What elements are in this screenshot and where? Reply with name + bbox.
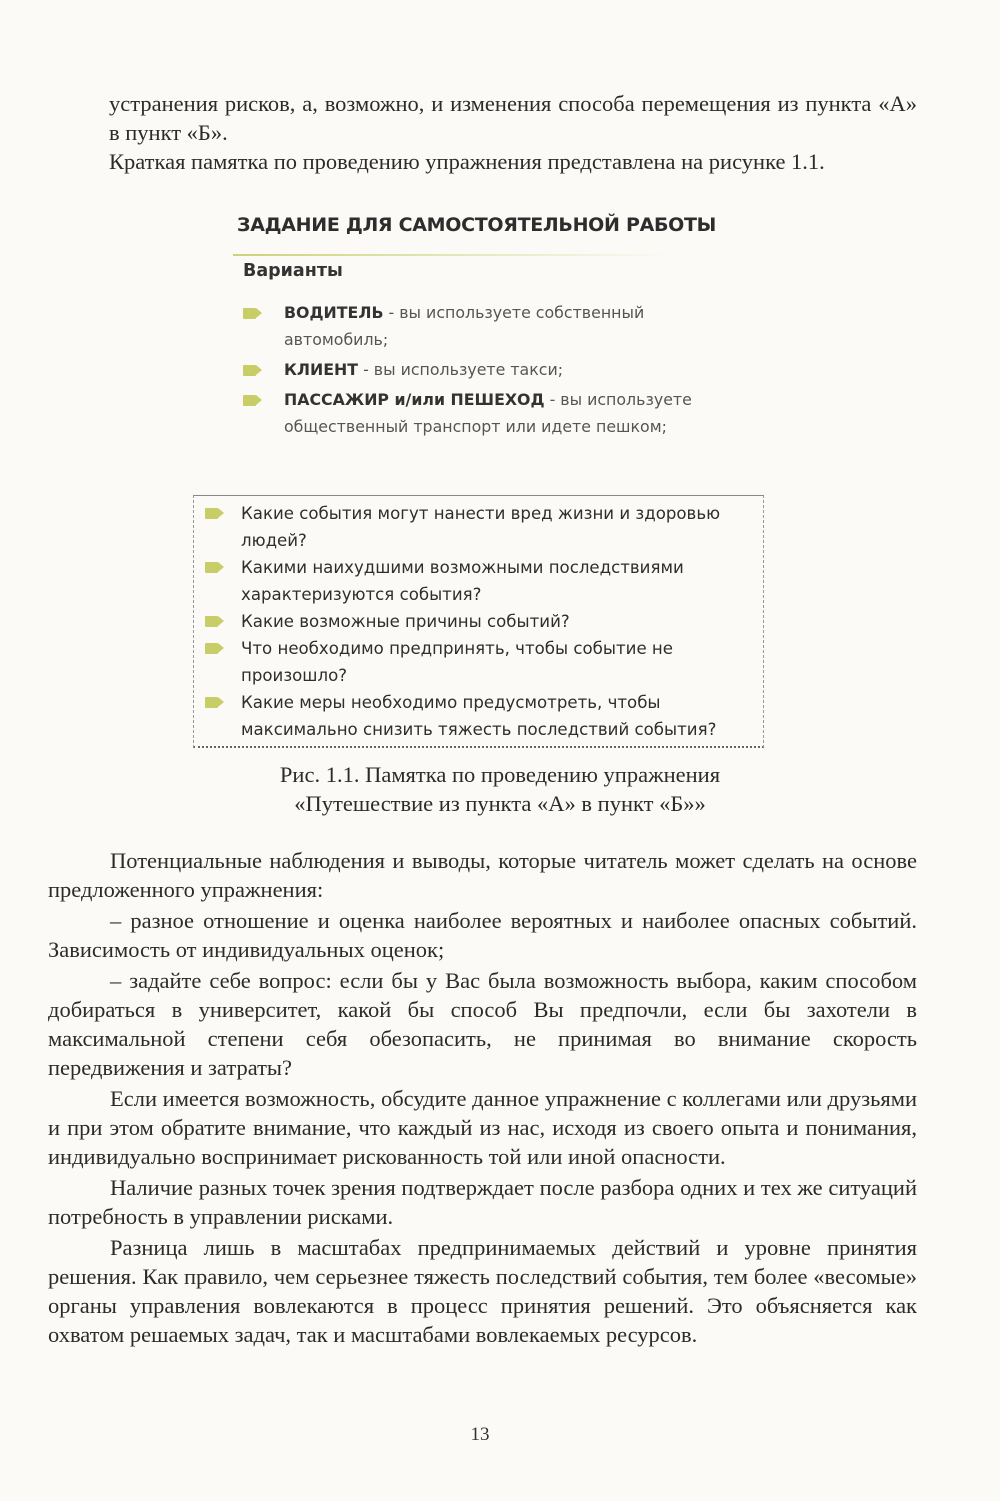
caption-line: «Путешествие из пункта «А» в пункт «Б»» <box>294 791 706 816</box>
task-title: ЗАДАНИЕ ДЛЯ САМОСТОЯТЕЛЬНОЙ РАБОТЫ <box>237 214 717 236</box>
question-item <box>205 689 765 743</box>
arrow-bullet-icon <box>205 508 225 519</box>
arrow-bullet-icon <box>205 697 225 708</box>
arrow-bullet-icon <box>205 562 225 573</box>
figure-caption <box>100 760 900 818</box>
page-number: 13 <box>470 1424 490 1445</box>
variant-text: - вы используете такси; <box>358 360 564 379</box>
arrow-bullet-icon <box>205 643 225 654</box>
question-text: Что необходимо предпринять, чтобы событие не произошло? <box>241 639 673 685</box>
question-text: Какие события могут нанести вред жизни и здоровью людей? <box>241 504 721 550</box>
arrow-bullet-icon <box>243 395 263 406</box>
variant-item <box>243 299 743 353</box>
body-paragraph: Наличие разных точек зрения подтверждает после разбора одних и тех же ситуаций потребность в управлении рисками. <box>48 1175 917 1229</box>
variant-item <box>243 356 743 383</box>
body-paragraph: – задайте себе вопрос: если бы у Вас была возможность выбора, каким способом добираться в университет, какой бы способ Вы предпочли, если бы захотели в максимальной степени себя обезопасить, не принимая во внимание скорость передвижения и затраты? <box>48 968 917 1080</box>
question-item <box>205 635 765 689</box>
body-paragraph: Потенциальные наблюдения и выводы, которые читатель может сделать на основе предложенного упражнения: <box>48 848 917 902</box>
variant-text: - вы используете собственный автомобиль; <box>284 303 645 349</box>
question-item <box>205 608 765 635</box>
arrow-bullet-icon <box>243 308 263 319</box>
question-text: Какие возможные причины событий? <box>241 612 570 631</box>
variants-title: Варианты <box>243 261 343 281</box>
variant-keyword: КЛИЕНТ <box>284 360 359 379</box>
body-paragraph: Если имеется возможность, обсудите данное упражнение с коллегами или друзьями и при этом обратите внимание, что каждый из нас, исходя из своего опыта и понимания, индивидуально воспринимает рискованность той или иной опасности. <box>48 1086 917 1169</box>
body-text <box>48 846 917 1351</box>
intro-text <box>109 89 917 176</box>
question-item <box>205 554 765 608</box>
question-text: Какими наихудшими возможными последствиями характеризуются события? <box>241 558 684 604</box>
summary-paragraph: Краткая памятка по проведению упражнения представлена на рисунке 1.1. <box>109 149 825 174</box>
arrow-bullet-icon <box>243 365 263 376</box>
variant-keyword: ПАССАЖИР и/или ПЕШЕХОД <box>284 390 545 409</box>
questions-list <box>205 500 765 743</box>
arrow-bullet-icon <box>205 616 225 627</box>
body-paragraph: Разница лишь в масштабах предпринимаемых действий и уровне принятия решения. Как правило, чем серьезнее тяжесть последствий события, тем более «весомые» органы управления вовлекаются в процесс принятия решений. Это объясняется как охватом решаемых задач, так и масштабами вовлекаемых ресурсов. <box>48 1235 917 1347</box>
variant-keyword: ВОДИТЕЛЬ <box>284 303 384 322</box>
variant-text: - вы используете общественный транспорт или идете пешком; <box>284 390 692 436</box>
question-item <box>205 500 765 554</box>
question-text: Какие меры необходимо предусмотреть, чтобы максимально снизить тяжесть последствий события? <box>241 693 717 739</box>
variants-list <box>243 299 743 443</box>
title-underline <box>233 254 673 256</box>
variant-item <box>243 386 743 440</box>
body-paragraph: – разное отношение и оценка наиболее вероятных и наиболее опасных событий. Зависимость от индивидуальных оценок; <box>48 908 917 962</box>
caption-line: Рис. 1.1. Памятка по проведению упражнения <box>279 762 721 787</box>
intro-paragraph: устранения рисков, а, возможно, и изменения способа перемещения из пункта «А» в пункт «Б». <box>109 91 917 145</box>
